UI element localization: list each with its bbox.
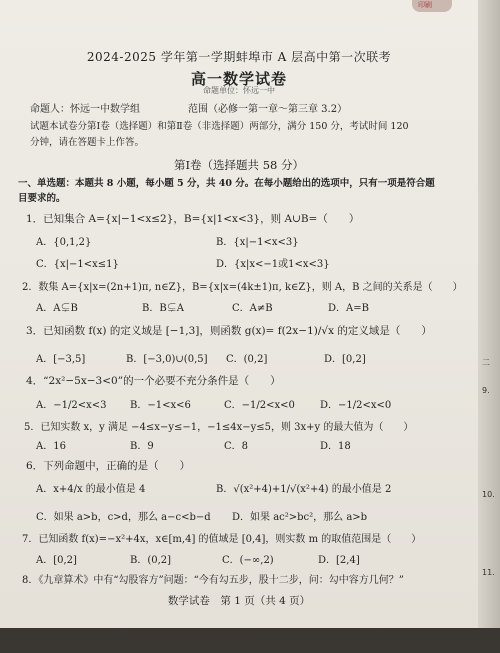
question-3-option-d: D．[0,2] — [324, 354, 366, 365]
question-7-option-c: C．(−∞,2) — [222, 555, 274, 566]
question-4-option-b: B．−1<x<6 — [130, 400, 191, 411]
question-4-option-c: C．−1/2<x<0 — [224, 400, 295, 411]
section1-line-2: 目要求的。 — [18, 193, 66, 204]
question-6-option-c: C．如果 a>b，c>d，那么 a−c<b−d — [36, 512, 211, 523]
question-7-stem: 7．已知函数 f(x)=−x²+4x，x∈[m,4] 的值域是 [0,4]，则实数 m 的取值范围是（ ） — [22, 534, 422, 545]
question-6-option-b: B．√(x²+4)+1/√(x²+4) 的最小值是 2 — [216, 484, 392, 495]
section1-line-1: 一、单选题：本题共 8 小题，每小题 5 分，共 40 分。在每小题给出的选项中，只有一项是符合题 — [18, 178, 435, 189]
question-2-option-a: A．A⊊B — [36, 303, 78, 314]
subject-title: 高一数学试卷 — [190, 70, 287, 88]
question-1-option-b: B．{x|−1<x<3} — [216, 237, 299, 248]
edge-label: 二 — [482, 358, 490, 367]
question-3-option-a: A．[−3,5] — [36, 354, 86, 365]
next-page-edge — [478, 0, 500, 653]
question-1-option-a: A．{0,1,2} — [36, 237, 92, 248]
question-6-option-d: D．如果 ac²>bc²，那么 a>b — [232, 512, 368, 523]
page-footer: 数学试卷 第 1 页（共 4 页） — [167, 595, 311, 607]
exam-title: 2024-2025 学年第一学期蚌埠市 A 层高中第一次联考 — [86, 50, 392, 64]
question-4-stem: 4．“2x²−5x−3<0”的一个必要不充分条件是（ ） — [26, 375, 281, 387]
question-7-option-b: B．(0,2] — [130, 555, 172, 566]
stamp-text: 印刷 — [418, 1, 432, 9]
question-1-option-d: D．{x|x<−1或1<x<3} — [216, 259, 330, 270]
question-5-option-b: B．9 — [130, 441, 154, 452]
question-4-option-a: A．−1/2<x<3 — [36, 400, 107, 411]
background-surface — [0, 628, 500, 653]
question-7-option-a: A．[0,2] — [36, 555, 77, 566]
question-2-option-c: C．A≠B — [232, 303, 273, 314]
question-2-stem: 2．数集 A={x|x=(2n+1)π, n∈Z}，B={x|x=(4k±1)π, k∈Z}，则 A，B 之间的关系是（ ） — [22, 282, 463, 293]
question-3-stem: 3．已知函数 f(x) 的定义域是 [−1,3]，则函数 g(x)= f(2x−1)/√x 的定义域是（ ） — [26, 325, 432, 337]
part1-title: 第Ⅰ卷（选择题共 58 分） — [174, 158, 304, 172]
question-1-option-c: C．{x|−1<x≤1} — [36, 259, 119, 270]
setter-unit: 命题单位：怀远一中 — [203, 86, 275, 95]
info-line-2: 分钟，请在答题卡上作答。 — [30, 137, 145, 148]
question-6-stem: 6．下列命题中，正确的是（ ） — [26, 460, 191, 472]
edge-label: 10. — [482, 490, 495, 499]
question-5-option-d: D．18 — [320, 441, 351, 452]
question-4-option-d: D．−1/2<x<0 — [320, 400, 392, 411]
question-6-option-a: A．x+4/x 的最小值是 4 — [36, 484, 146, 495]
question-5-stem: 5．已知实数 x，y 满足 −4≤x−y≤−1，−1≤4x−y≤5，则 3x+y 的最大值为（ ） — [24, 422, 414, 433]
question-3-option-c: C．(0,2] — [226, 354, 268, 365]
scope-line: 范围（必修一第一章～第三章 3.2） — [188, 104, 348, 115]
question-3-option-b: B．[−3,0)∪(0,5] — [126, 354, 208, 365]
edge-label: 11. — [482, 568, 495, 577]
question-1-stem: 1．已知集合 A={x|−1<x≤2}，B={x|1<x<3}，则 A∪B=（ ） — [26, 213, 360, 225]
question-2-option-b: B．B⊊A — [142, 303, 184, 314]
edge-label: 9. — [482, 386, 490, 395]
info-line-1: 试题本试卷分第Ⅰ卷（选择题）和第Ⅱ卷（非选择题）两部分，满分 150 分，考试时间 120 — [30, 121, 409, 132]
question-7-option-d: D．[2,4] — [318, 555, 360, 566]
setter-line: 命题人：怀远一中数学组 — [30, 104, 140, 115]
question-2-option-d: D．A=B — [328, 303, 369, 314]
question-8-stem: 8．《九章算术》中有“勾股容方”问题：“今有勾五步，股十二步，问：勾中容方几何？” — [22, 575, 404, 586]
question-5-option-c: C．8 — [224, 441, 249, 452]
question-5-option-a: A．16 — [36, 441, 66, 452]
